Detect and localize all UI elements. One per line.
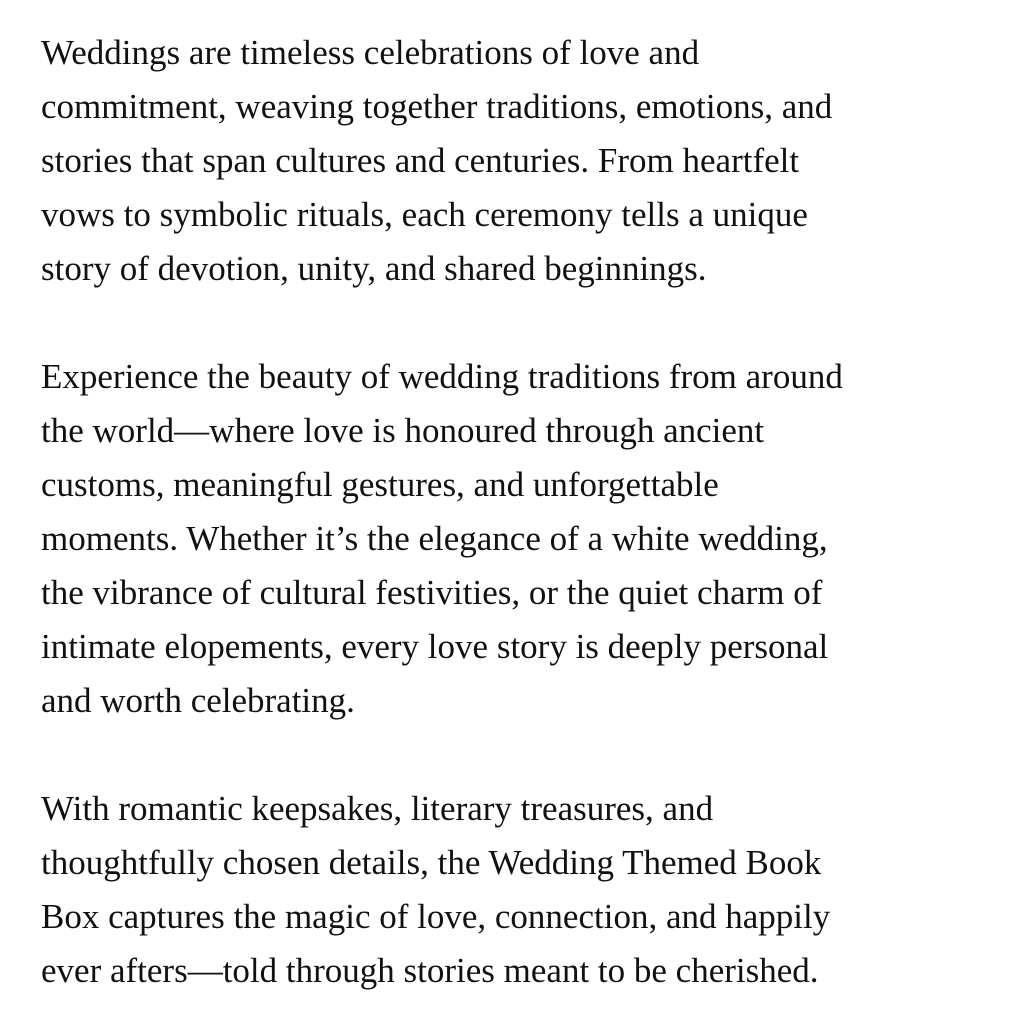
paragraph-line: Weddings are timeless celebrations of love and	[41, 33, 700, 72]
paragraph-line: Box captures the magic of love, connection, and happily	[41, 897, 831, 936]
paragraph-spacer	[41, 296, 991, 350]
paragraph-line: customs, meaningful gestures, and unforgettable	[41, 465, 719, 504]
paragraph-line: vows to symbolic rituals, each ceremony tells a unique	[41, 195, 808, 234]
paragraph-line: Experience the beauty of wedding traditions from around	[41, 357, 843, 396]
wedding-intro-paragraph	[41, 26, 991, 296]
paragraph-line: thoughtfully chosen details, the Wedding Themed Book	[41, 843, 822, 882]
paragraph-line: With romantic keepsakes, literary treasures, and	[41, 789, 714, 828]
paragraph-line: ever afters—told through stories meant to be cherished.	[41, 951, 819, 990]
wedding-traditions-paragraph	[41, 350, 991, 728]
paragraph-line: intimate elopements, every love story is deeply personal	[41, 627, 829, 666]
paragraph-line: stories that span cultures and centuries. From heartfelt	[41, 141, 800, 180]
paragraph-line: the world—where love is honoured through ancient	[41, 411, 765, 450]
paragraph-line: the vibrance of cultural festivities, or the quiet charm of	[41, 573, 823, 612]
paragraph-line: moments. Whether it’s the elegance of a white wedding,	[41, 519, 828, 558]
paragraph-spacer	[41, 728, 991, 782]
paragraph-line: and worth celebrating.	[41, 681, 355, 720]
paragraph-line: story of devotion, unity, and shared beginnings.	[41, 249, 707, 288]
paragraph-line: commitment, weaving together traditions, emotions, and	[41, 87, 833, 126]
wedding-text-content	[41, 26, 991, 998]
book-box-paragraph	[41, 782, 991, 998]
